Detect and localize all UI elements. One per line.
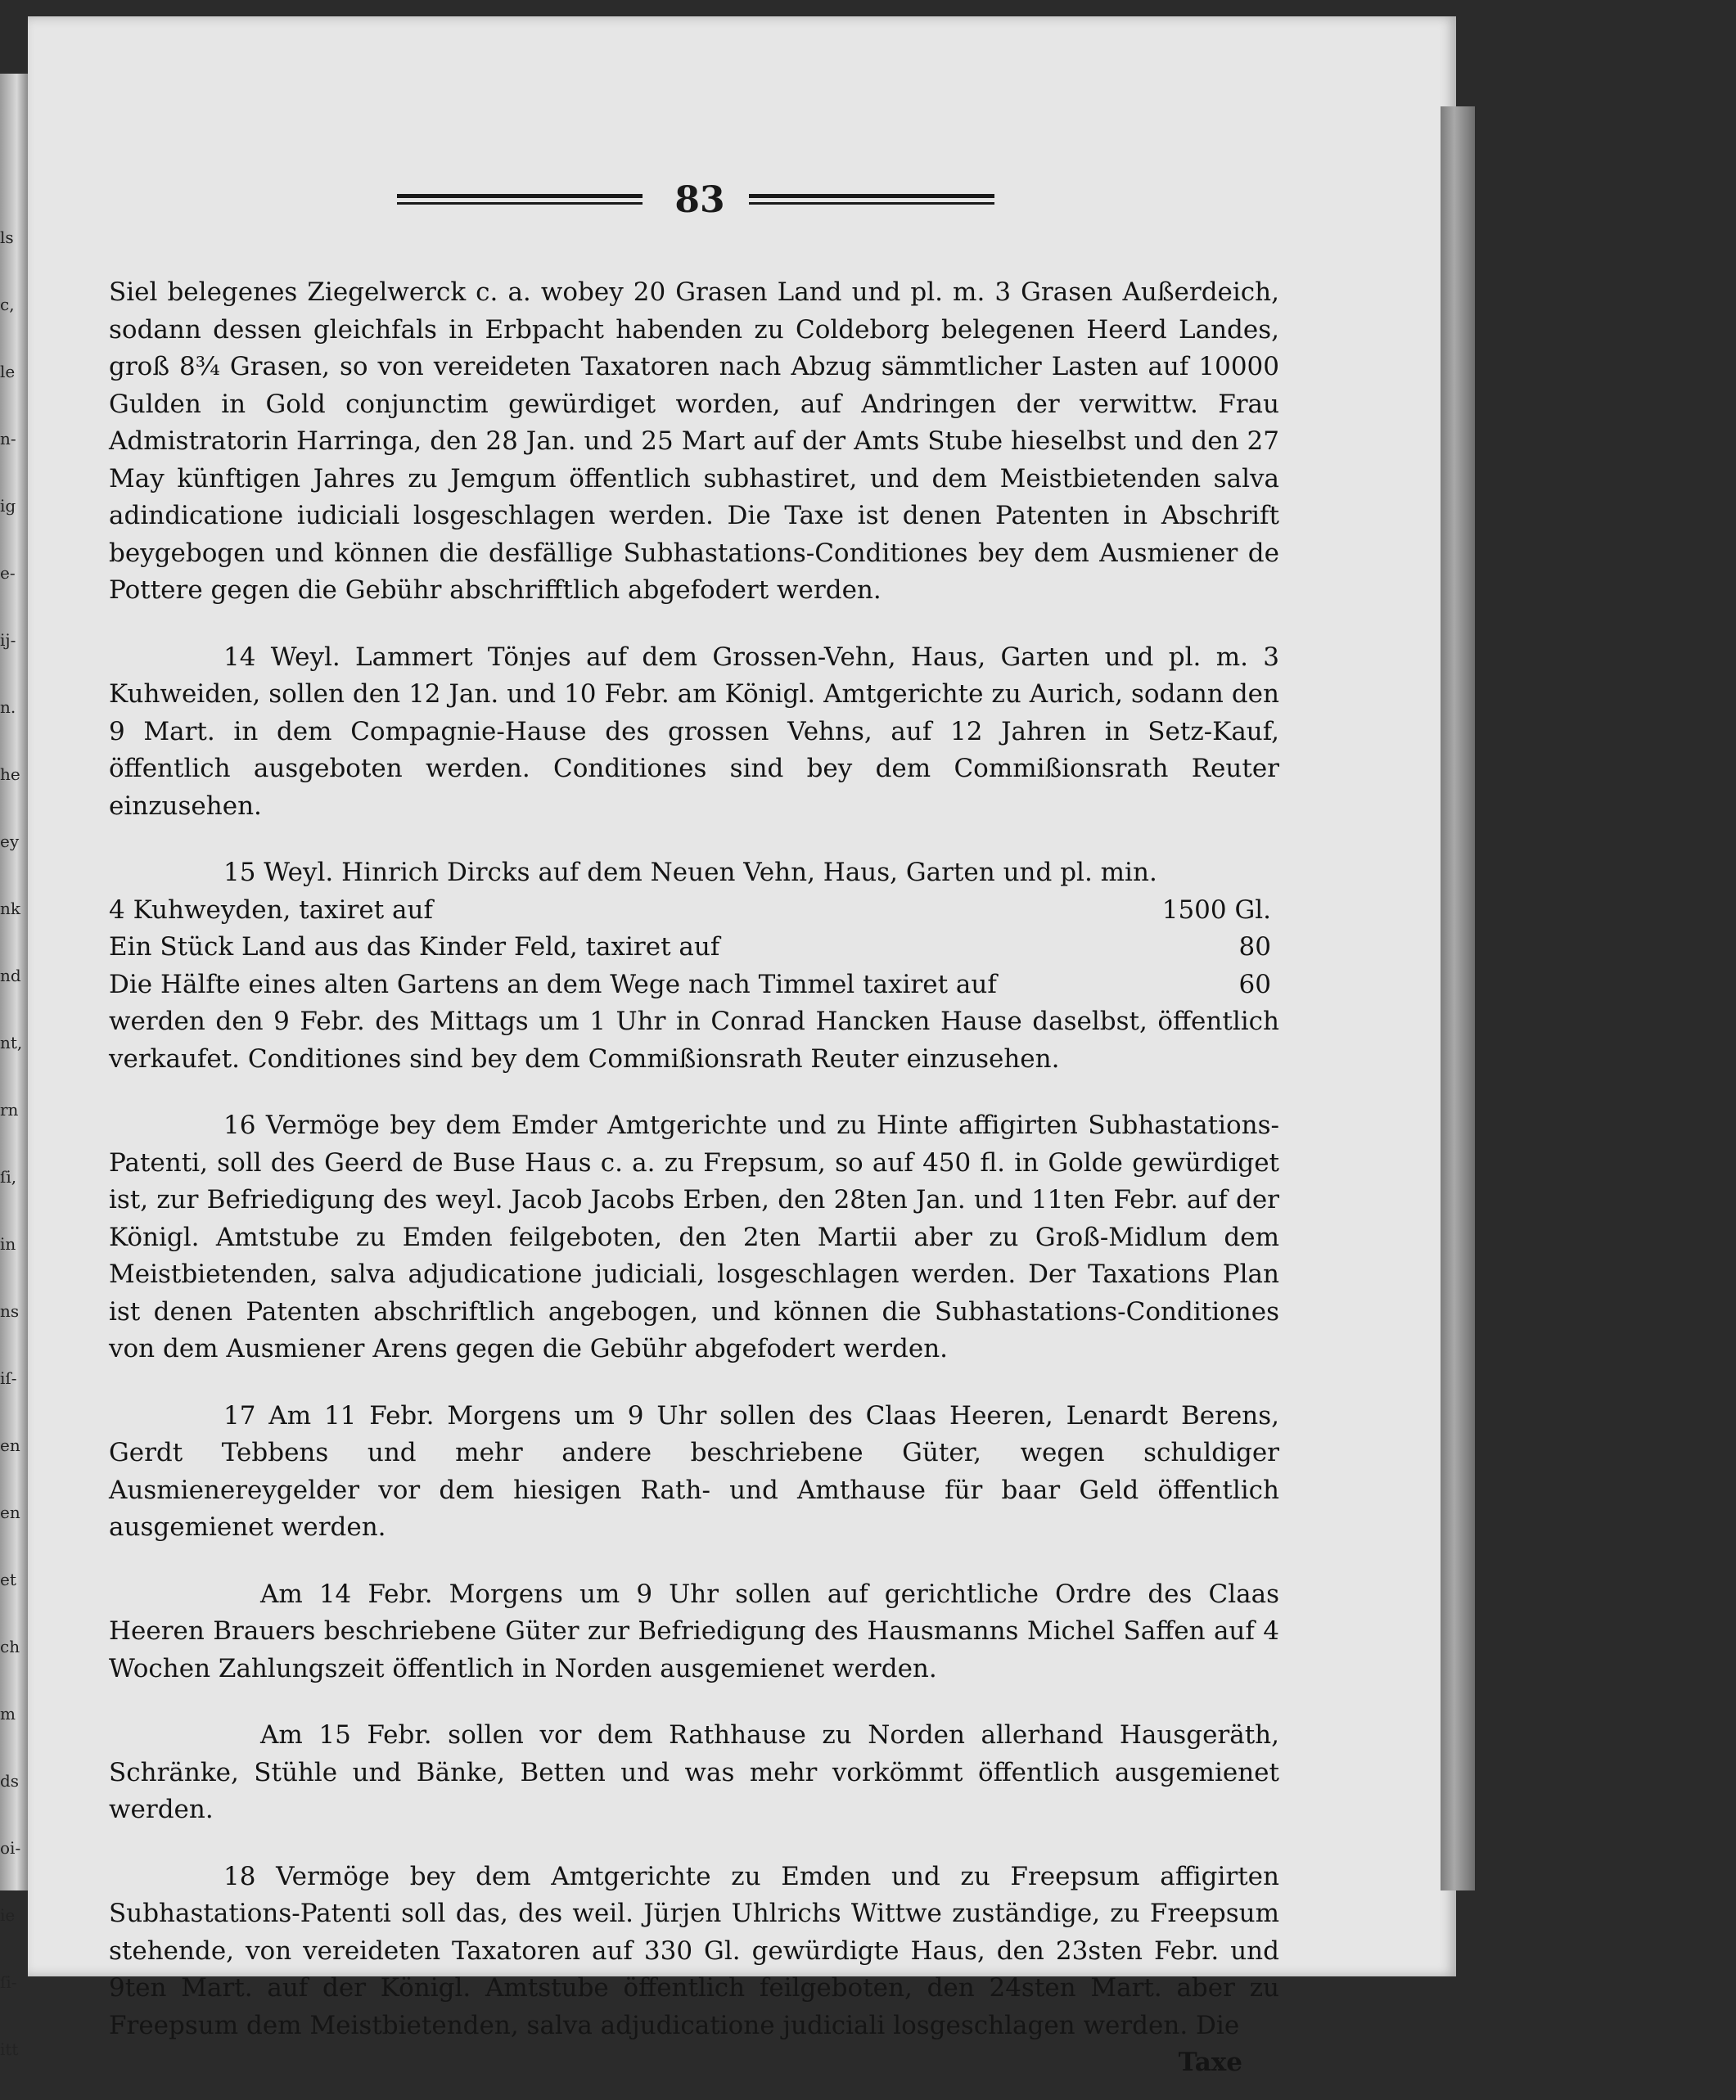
page-header [372, 176, 1273, 233]
margin-fragment: n. [0, 697, 16, 717]
tax-item-amount: 1500 Gl. [1161, 895, 1271, 925]
tax-item [109, 892, 1279, 930]
paragraph-17c: Am 15 Febr. sollen vor dem Rathhause zu Norden allerhand Hausgeräth, Schränke, Stühle und Bänke, Betten und was mehr vorkömmt öffentlich ausgemienet werden. [109, 1720, 1279, 1824]
tax-item [109, 929, 1279, 967]
margin-fragment: iſ- [0, 1368, 17, 1388]
margin-fragment: itt [0, 2039, 19, 2059]
margin-fragment: nt, [0, 1033, 23, 1052]
tax-item-amount: 80 [1238, 932, 1271, 962]
left-margin-fragments [0, 221, 25, 2100]
margin-fragment: ds [0, 1771, 20, 1791]
paragraph-16: 16 Vermöge bey dem Emder Amtgerichte und zu Hinte affigirten Subhastations-Patenti, soll des Geerd de Buse Haus c. a. zu Frepsum, so auf 450 fl. in Golde gewürdiget ist, zur Befriedigung des weyl. Jacob Jacobs Erben, den 28ten Jan. und 11ten Febr. auf der Königl. Amtstube zu Emden feilgeboten, den 2ten Martii aber zu Groß-Midlum dem Meistbietenden, salva adjudicatione judiciali, losgeschlagen werden. Der Taxations Plan ist denen Patenten abschriftlich angebogen, und können die Subhastations-Conditiones von dem Ausmiener Arens gegen die Gebühr abgefodert werden. [109, 1111, 1279, 1363]
margin-fragment: he [0, 764, 20, 784]
margin-fragment: ſi- [0, 1972, 17, 1992]
margin-fragment: n- [0, 429, 16, 448]
margin-fragment: ls [0, 228, 14, 247]
margin-fragment: e- [0, 563, 16, 583]
margin-fragment: ns [0, 1301, 20, 1321]
catchword: Taxe [1178, 2048, 1242, 2077]
tax-item-label: Ein Stück Land aus das Kinder Feld, taxiret auf [109, 932, 720, 962]
margin-fragment: ie [0, 1905, 16, 1925]
margin-fragment: c, [0, 295, 15, 314]
margin-fragment: rn [0, 1100, 19, 1120]
page-text [109, 274, 1279, 2082]
page-number: 83 [674, 179, 725, 221]
margin-fragment: ey [0, 831, 20, 851]
margin-fragment: en [0, 1503, 20, 1522]
margin-fragment: en [0, 1435, 20, 1455]
header-rule-left [397, 194, 643, 198]
page-right-edge [1441, 106, 1475, 1890]
paragraph-18: 18 Vermöge bey dem Amtgerichte zu Emden und zu Freepsum affigirten Subhastations-Patenti soll das, des weil. Jürjen Uhlrichs Wittwe zuständige, zu Freepsum stehende, von vereideten Taxatoren auf 330 Gl. gewürdigte Haus, den 23sten Febr. und 9ten Mart. auf der Königl. Amtstube öffentlich feilgeboten, den 24sten Mart. aber zu Freepsum dem Meistbietenden, salva adjudicatione judiciali losgeschlagen werden. Die [109, 1861, 1279, 2040]
margin-fragment: ig [0, 496, 16, 516]
header-rule-right [749, 194, 994, 198]
margin-fragment: ch [0, 1637, 20, 1656]
margin-fragment: oi- [0, 1838, 21, 1858]
paragraph-15-rest: werden den 9 Febr. des Mittags um 1 Uhr in Conrad Hancken Hause daselbst, öffentlich verkaufet. Conditiones sind bey dem Commißionsrath Reuter einzusehen. [109, 1007, 1279, 1074]
tax-item-label: 4 Kuhweyden, taxiret auf [109, 895, 433, 925]
paragraph-14: 14 Weyl. Lammert Tönjes auf dem Grossen-Vehn, Haus, Garten und pl. m. 3 Kuhweiden, sollen den 12 Jan. und 10 Febr. am Königl. Amtgerichte zu Aurich, sodann den 9 Mart. in dem Compagnie-Hause des grossen Vehns, auf 12 Jahren in Setz-Kauf, öffentlich ausgeboten werden. Conditiones sind bey dem Commißionsrath Reuter einzusehen. [109, 642, 1279, 821]
margin-fragment: nk [0, 899, 20, 918]
margin-fragment: nd [0, 966, 21, 985]
margin-fragment: in [0, 1234, 16, 1254]
tax-item [109, 967, 1279, 1004]
margin-fragment: le [0, 362, 16, 381]
tax-item-label: Die Hälfte eines alten Gartens an dem Wege nach Timmel taxiret auf [109, 969, 997, 999]
margin-fragment: ij- [0, 630, 16, 650]
tax-item-amount: 60 [1238, 969, 1271, 999]
margin-fragment: m [0, 1704, 16, 1724]
paragraph-17: 17 Am 11 Febr. Morgens um 9 Uhr sollen des Claas Heeren, Lenardt Berens, Gerdt Tebbens und mehr andere beschriebene Güter, wegen schuldiger Ausmienereygelder vor dem hiesigen Rath- und Amthause für baar Geld öffentlich ausgemienet werden. [109, 1400, 1279, 1542]
paragraph-13-continued: Siel belegenes Ziegelwerck c. a. wobey 20 Grasen Land und pl. m. 3 Grasen Außerdeich, sodann dessen gleichfals in Erbpacht habenden zu Coldeborg belegenen Heerd Landes, groß 8¾ Grasen, so von vereideten Taxatoren nach Abzug sämmtlicher Lasten auf 10000 Gulden in Gold conjunctim gewürdiget worden, auf Andringen der verwittw. Frau Admistratorin Harringa, den 28 Jan. und 25 Mart auf der Amts Stube hieselbst und den 27 May künftigen Jahres zu Jemgum öffentlich subhastiret, und dem Meistbietenden salva adindicatione iudiciali losgeschlagen werden. Die Taxe ist denen Patenten in Abschrift beygebogen und können die desfällige Subhastations-Conditiones bey dem Ausmiener de Pottere gegen die Gebühr abschrifftlich abgefodert werden. [109, 277, 1279, 605]
paragraph-17b: Am 14 Febr. Morgens um 9 Uhr sollen auf gerichtliche Ordre des Claas Heeren Brauers beschriebene Güter zur Befriedigung des Hausmanns Michel Saffen auf 4 Wochen Zahlungszeit öffentlich in Norden ausgemienet werden. [109, 1579, 1279, 1683]
paragraph-15-intro: 15 Weyl. Hinrich Dircks auf dem Neuen Vehn, Haus, Garten und pl. min. [223, 858, 1157, 887]
margin-fragment: et [0, 1570, 16, 1589]
margin-fragment: ſi, [0, 1167, 17, 1187]
